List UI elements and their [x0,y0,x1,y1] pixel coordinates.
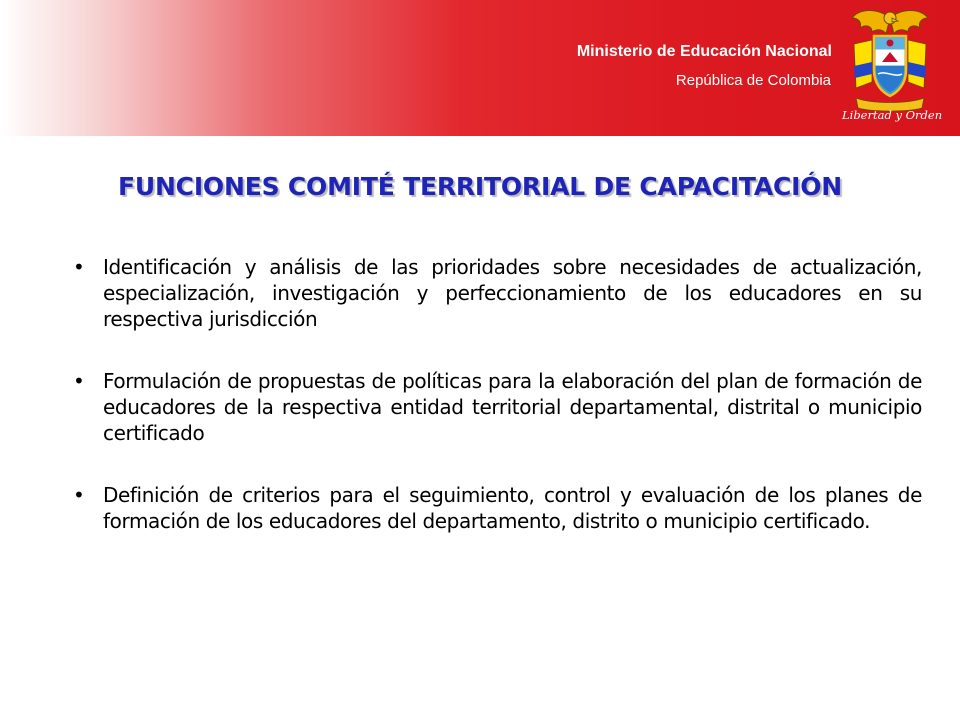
republic-name: República de Colombia [675,72,831,89]
bullet-item [73,254,922,332]
ministry-name: Ministerio de Educación Nacional [576,43,832,60]
bullet-list [73,254,922,570]
bullet-text: Identificación y análisis de las prioridades sobre necesidades de actualización, especialización, investigación y perfeccionamiento de los educadores en su respectiva jurisdicción [103,255,922,331]
bullet-icon: • [73,369,85,393]
header-banner [0,0,960,136]
slide-title: FUNCIONES COMITÉ TERRITORIAL DE CAPACITACIÓN [117,172,843,201]
bullet-icon: • [73,483,85,507]
bullet-icon: • [73,255,85,279]
bullet-item [73,368,922,446]
bullet-text: Formulación de propuestas de políticas para la elaboración del plan de formación de educadores de la respectiva entidad territorial departamental, distrital o municipio certificado [103,369,922,445]
motto-text: Libertad y Orden [842,108,943,122]
bullet-text: Definición de criterios para el seguimiento, control y evaluación de los planes de formación de los educadores del departamento, distrito o municipio certificado. [103,483,922,533]
bullet-item [73,482,922,534]
